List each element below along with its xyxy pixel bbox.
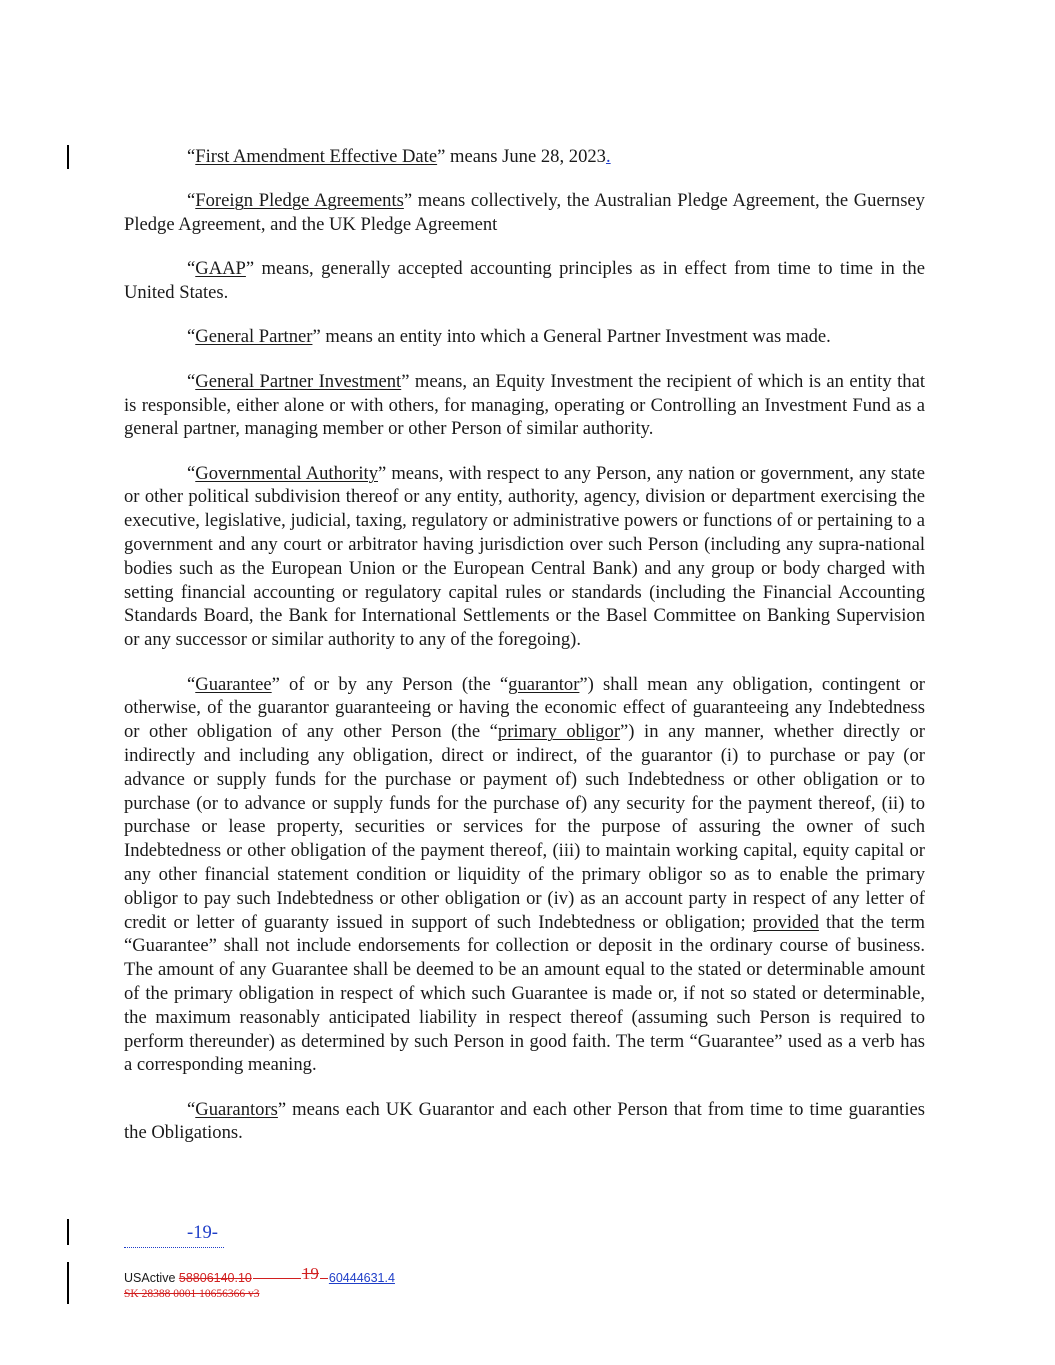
definition-guarantors: “Guarantors” means each UK Guarantor and each other Person that from time to time guaranties the Obligations. — [124, 1098, 925, 1144]
defined-term: Governmental Authority — [195, 462, 378, 484]
definition-general-partner-investment: “General Partner Investment” means, an Equity Investment the recipient of which is an entity that is responsible, either alone or with others, for managing, operating or Controlling an Investment Fund as a general partner, managing member or other Person of similar authority. — [124, 370, 926, 440]
change-bar-footer — [67, 1262, 69, 1304]
definition-text: ” means, an Equity Investment the recipient of which is an entity that is responsible, either alone or with others, for managing, operating or Controlling an Investment Fund as a general partner, managing member or other Person of similar authority. — [124, 370, 926, 440]
defined-term: Foreign Pledge Agreements — [195, 190, 404, 212]
definition-gaap: “GAAP” means, generally accepted accounting principles as in effect from time to time in the United States. — [124, 258, 925, 304]
definition-text: ”) in any manner, whether directly or indirectly and including any obligation, direct or indirect, of the guarantor (i) to purchase or pay (or advance or supply funds for the purchase or payment of) such Indebtedness or other obligation or to purchase (or to advance or supply funds for the purchase of) any security for the payment thereof, (ii) to purchase or lease property, securities or services for the purpose of assuring the owner of such Indebtedness or other obligation of the payment thereof, (iii) to maintain working capital, equity capital or any other financial statement condition or liquidity of the primary obligor so as to enable the primary obligor to pay such Indebtedness or other obligation or (iv) as an account party in respect of any letter of credit or letter of guaranty issued in support of such Indebtedness or obligation; — [124, 721, 925, 933]
definition-text: ” means, with respect to any Person, any nation or government, any state or other political subdivision thereof or any entity, authority, agency, division or department exercising the executive, legislative, judicial, taxing, regulatory or administrative powers or functions of or pertaining to a government and any court or arbitrator having jurisdiction over such Person (including any supra-national bodies such as the European Union or the European Central Bank) and any group or body charged with setting financial accounting or regulatory capital rules or standards (including the Financial Accounting Standards Board, the Bank for International Settlements or the Basel Committee on Banking Supervision or any successor or similar authority to any of the foregoing). — [124, 462, 925, 651]
page-number-text: -19- — [187, 1222, 218, 1243]
inserted-doc-id: 60444631.4 — [328, 1271, 395, 1285]
definition-text: ” means each UK Guarantor and each other Person that from time to time guaranties the Obligations. — [124, 1098, 925, 1144]
definition-governmental-authority: “Governmental Authority” means, with respect to any Person, any nation or government, any state or other political subdivision thereof or any entity, authority, agency, division or department exercising the executive, legislative, judicial, taxing, regulatory or administrative powers or functions of or pertaining to a government and any court or arbitrator having jurisdiction over such Person (including any supra-national bodies such as the European Union or the European Central Bank) and any group or body charged with setting financial accounting or regulatory capital rules or standards (including the Financial Accounting Standards Board, the Bank for International Settlements or the Basel Committee on Banking Supervision or any successor or similar authority to any of the foregoing). — [124, 462, 925, 651]
defined-term-guarantor: guarantor — [508, 673, 580, 695]
definition-foreign-pledge-agreements: “Foreign Pledge Agreements” means collectively, the Australian Pledge Agreement, the Guernsey Pledge Agreement, and the UK Pledge Agreement — [124, 190, 925, 236]
definition-general-partner: “General Partner” means an entity into which a General Partner Investment was made. — [187, 326, 831, 348]
definition-text: ” means an entity into which a General Partner Investment was made. — [312, 326, 831, 348]
deleted-footer-page: 19 — [301, 1264, 319, 1283]
definition-text: ”) shall mean any obligation, contingent or otherwise, of the guarantor guaranteeing or having the economic effect of guaranteeing any Indebtedness or other obligation of any other Person (the “ — [124, 673, 925, 743]
definition-text: ” means June 28, 2023 — [437, 146, 606, 167]
definition-first-amendment-effective-date: “First Amendment Effective Date” means June 28, 2023. — [187, 146, 611, 167]
defined-term: GAAP — [195, 258, 246, 280]
definition-text: that the term “Guarantee” shall not include endorsements for collection or deposit in the ordinary course of business. The amount of any Guarantee shall be deemed to be an amount equal to the stated or determinable amount of the primary obligation in respect of which such Guarantee is made or, if not so stated or determinable, the maximum reasonably anticipated liability in respect thereof (assuming such Person is required to perform thereunder) as determined by such Person in good faith. The term “Guarantee” used as a verb has a corresponding meaning. — [124, 911, 925, 1076]
defined-term: Guarantors — [195, 1098, 278, 1120]
defined-term: General Partner Investment — [195, 370, 402, 392]
change-bar-page-number — [67, 1219, 69, 1245]
change-bar-top — [67, 145, 69, 169]
footer-document-id — [124, 1264, 395, 1287]
defined-term-primary-obligor: primary obligor — [497, 721, 621, 743]
definition-text: ” means, generally accepted accounting principles as in effect from time to time in the United States. — [124, 258, 925, 304]
definition-text: ” means collectively, the Australian Pledge Agreement, the Guernsey Pledge Agreement, and the UK Pledge Agreement — [124, 190, 925, 236]
document-body — [124, 145, 925, 1166]
defined-term: General Partner — [195, 326, 313, 348]
defined-term: First Amendment Effective Date — [195, 146, 438, 167]
page-number — [124, 1221, 224, 1248]
deleted-gap-strike — [253, 1278, 301, 1279]
defined-term-provided: provided — [752, 911, 819, 933]
definition-guarantee: “Guarantee” of or by any Person (the “guarantor”) shall mean any obligation, contingent or otherwise, of the guarantor guaranteeing or having the economic effect of guaranteeing any Indebtedness or other obligation of any other Person (the “primary obligor”) in any manner, whether directly or indirectly and including any obligation, direct or indirect, of the guarantor (i) to purchase or pay (or advance or supply funds for the purchase or payment of) such Indebtedness or other obligation or to purchase (or to advance or supply funds for the purchase of) any security for the payment thereof, (ii) to purchase or lease property, securities or services for the purpose of assuring the owner of such Indebtedness or other obligation of the payment thereof, (iii) to maintain working capital, equity capital or any other financial statement condition or liquidity of the primary obligor so as to enable the primary obligor to pay such Indebtedness or other obligation or (iv) as an account party in respect of any letter of credit or letter of guaranty issued in support of such Indebtedness or obligation; provided that the term “Guarantee” shall not include endorsements for collection or deposit in the ordinary course of business. The amount of any Guarantee shall be deemed to be an amount equal to the stated or determinable amount of the primary obligation in respect of which such Guarantee is made or, if not so stated or determinable, the maximum reasonably anticipated liability in respect thereof (assuming such Person is required to perform thereunder) as determined by such Person in good faith. The term “Guarantee” used as a verb has a corresponding meaning. — [124, 673, 925, 1076]
definition-text: ” of or by any Person (the “ — [271, 673, 509, 695]
inserted-period: . — [605, 146, 611, 167]
deleted-doc-id: 58806140.10 — [178, 1271, 252, 1285]
defined-term: Guarantee — [195, 673, 272, 695]
deleted-sk-reference: SK 28388 0001 10656366 v3 — [124, 1288, 260, 1300]
footer-label: USActive — [124, 1271, 176, 1285]
deleted-gap-strike — [320, 1278, 328, 1279]
